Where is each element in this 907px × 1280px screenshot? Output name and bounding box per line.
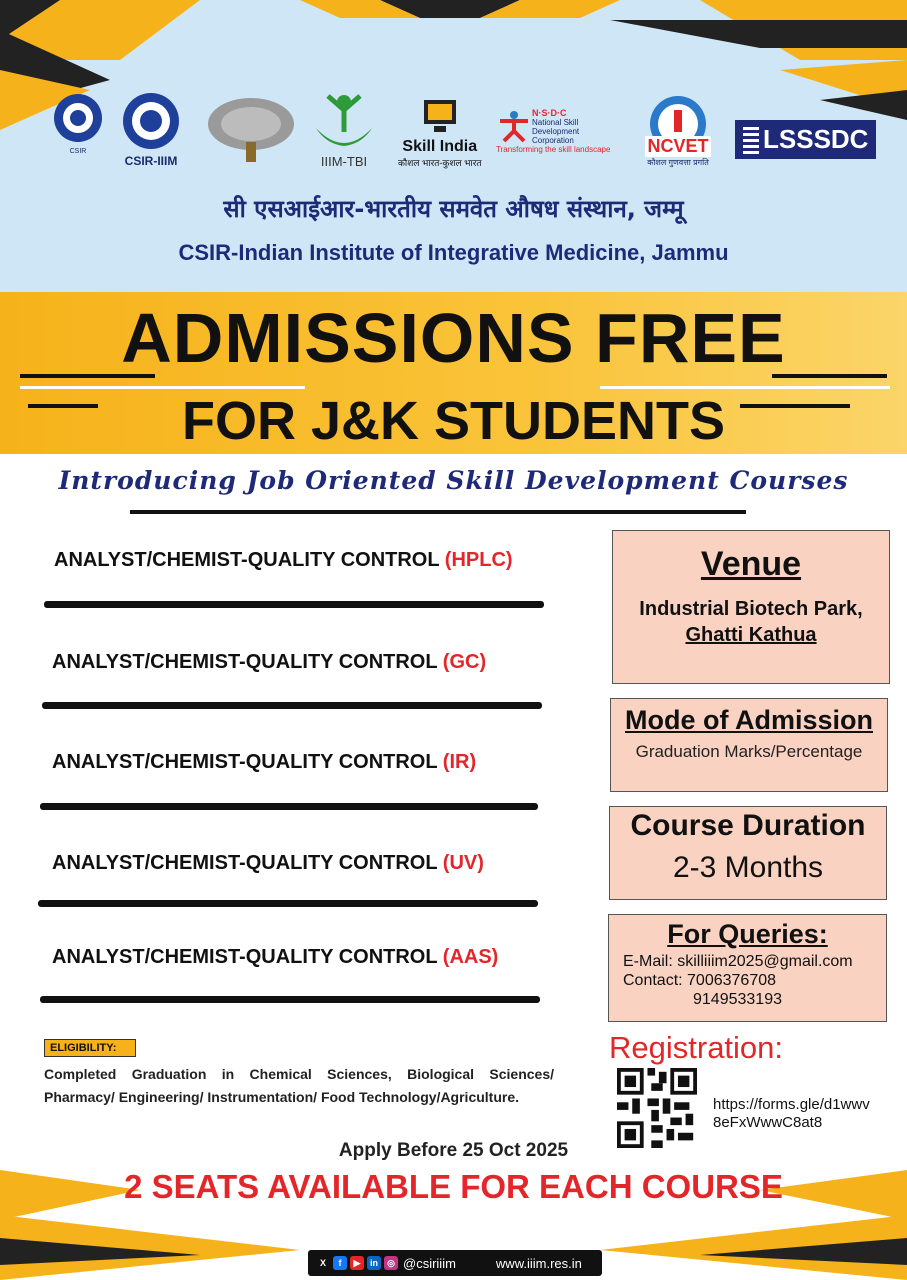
course-name: ANALYST/CHEMIST-QUALITY CONTROL bbox=[52, 946, 438, 968]
course-divider bbox=[40, 996, 540, 1003]
qr-code-icon[interactable] bbox=[617, 1068, 697, 1148]
csir-iiim-label: CSIR-IIIM bbox=[124, 154, 178, 168]
course-divider bbox=[40, 803, 538, 810]
venue-line-1: Industrial Biotech Park, bbox=[639, 598, 863, 620]
intro-underline bbox=[130, 510, 746, 514]
facebook-icon[interactable]: f bbox=[333, 1256, 347, 1270]
csir-logo bbox=[48, 90, 108, 155]
queries-title: For Queries: bbox=[667, 919, 828, 949]
eligibility-label: ELIGIBILITY: bbox=[44, 1039, 136, 1057]
ncvet-sub: कौशल गुणवत्ता प्रगति bbox=[647, 158, 709, 167]
mode-text: Graduation Marks/Percentage bbox=[635, 742, 863, 761]
queries-box bbox=[608, 914, 887, 1022]
queries-contact-2[interactable]: 9149533193 bbox=[693, 991, 782, 1008]
skill-india-logo bbox=[398, 96, 482, 169]
tree-icon bbox=[206, 94, 296, 166]
course-gc bbox=[52, 651, 486, 674]
nsdc-figure-icon bbox=[496, 109, 532, 143]
x-icon[interactable]: X bbox=[316, 1256, 330, 1270]
iiim-tbi-logo bbox=[308, 88, 380, 169]
csir-iiim-logo bbox=[118, 90, 184, 168]
mode-title: Mode of Admission bbox=[625, 705, 873, 735]
eligibility-text: Completed Graduation in Chemical Sciences, Biological Sciences/ Pharmacy/ Engineering/ Instrumentation/ Food Technology/Agriculture. bbox=[44, 1066, 554, 1105]
course-ir bbox=[52, 751, 476, 774]
apply-deadline: Apply Before 25 Oct 2025 bbox=[338, 1140, 569, 1161]
mode-box bbox=[610, 698, 888, 792]
nsdc-logo bbox=[496, 106, 610, 154]
csir-gear-icon bbox=[48, 90, 108, 148]
lsssdc-logo bbox=[735, 120, 876, 159]
registration-link[interactable] bbox=[713, 1096, 903, 1132]
iiim-tbi-label: IIIM-TBI bbox=[320, 154, 368, 169]
csir-iiim-gear-icon bbox=[118, 90, 184, 152]
course-divider bbox=[38, 900, 538, 907]
venue-title: Venue bbox=[700, 545, 802, 583]
csir-logo-text: CSIR bbox=[69, 148, 87, 155]
tbi-figure-icon bbox=[308, 88, 380, 152]
headline-whiteline-right bbox=[600, 386, 890, 389]
institute-name-english: CSIR-Indian Institute of Integrative Medicine, Jammu bbox=[178, 240, 729, 265]
queries-details bbox=[609, 952, 886, 1009]
headline-admissions-free: ADMISSIONS FREE bbox=[121, 299, 786, 377]
registration-link-line-1[interactable]: https://forms.gle/d1wwv bbox=[713, 1096, 870, 1113]
duration-box bbox=[609, 806, 887, 900]
social-handle[interactable]: @csiriiim bbox=[403, 1255, 456, 1271]
website-link[interactable]: www.iiim.res.in bbox=[495, 1255, 582, 1271]
footer-bar bbox=[308, 1250, 602, 1276]
linkedin-icon[interactable]: in bbox=[367, 1256, 381, 1270]
instagram-icon[interactable]: ◎ bbox=[384, 1256, 398, 1270]
course-divider bbox=[44, 601, 544, 608]
venue-box bbox=[612, 530, 890, 684]
queries-email[interactable]: E-Mail: skilliiim2025@gmail.com bbox=[623, 953, 853, 970]
nsdc-tagline: Transforming the skill landscape bbox=[496, 145, 611, 154]
youtube-icon[interactable]: ▶ bbox=[350, 1256, 364, 1270]
seats-available: 2 SEATS AVAILABLE FOR EACH COURSE bbox=[124, 1168, 783, 1205]
computer-icon bbox=[420, 96, 460, 136]
skill-india-label: Skill India bbox=[402, 138, 478, 155]
course-name: ANALYST/CHEMIST-QUALITY CONTROL bbox=[52, 651, 438, 673]
course-divider bbox=[42, 702, 542, 709]
nsdc-acronym: N·S·D·C bbox=[532, 108, 567, 118]
tree-logo bbox=[206, 94, 296, 166]
intro-heading: Introducing Job Oriented Skill Development Courses bbox=[58, 466, 849, 495]
headline-whiteline-left bbox=[20, 386, 305, 389]
venue-address bbox=[613, 596, 889, 648]
headline-jk-students: FOR J&K STUDENTS bbox=[181, 391, 726, 451]
venue-line-2: Ghatti Kathua bbox=[685, 624, 817, 646]
course-code: (AAS) bbox=[442, 946, 499, 968]
lsssdc-label: LSSSDC bbox=[763, 124, 869, 154]
course-code: (GC) bbox=[442, 651, 487, 673]
course-name: ANALYST/CHEMIST-QUALITY CONTROL bbox=[52, 852, 438, 874]
course-uv bbox=[52, 852, 484, 875]
course-code: (UV) bbox=[442, 852, 484, 874]
course-hplc bbox=[54, 549, 513, 572]
ncvet-label: NCVET bbox=[647, 136, 709, 156]
lsssdc-stripes-icon bbox=[743, 126, 759, 154]
course-aas bbox=[52, 946, 498, 969]
nsdc-fullname: National Skill Development Corporation bbox=[532, 118, 580, 145]
queries-contact[interactable]: Contact: 7006376708 bbox=[623, 972, 777, 989]
skill-india-sub: कौशल भारत-कुशल भारत bbox=[398, 158, 482, 168]
duration-title: Course Duration bbox=[630, 809, 866, 842]
course-code: (IR) bbox=[442, 751, 477, 773]
registration-link-line-2[interactable]: 8eFxWwwC8at8 bbox=[713, 1114, 823, 1131]
partner-logos bbox=[40, 88, 880, 183]
course-name: ANALYST/CHEMIST-QUALITY CONTROL bbox=[52, 751, 438, 773]
registration-title: Registration: bbox=[609, 1030, 784, 1065]
ncvet-logo bbox=[638, 92, 718, 168]
course-name: ANALYST/CHEMIST-QUALITY CONTROL bbox=[54, 549, 440, 571]
institute-name-hindi: सी एसआईआर-भारतीय समवेत औषध संस्थान, जम्मू bbox=[223, 195, 684, 223]
course-code: (HPLC) bbox=[444, 549, 513, 571]
duration-text: 2-3 Months bbox=[672, 851, 824, 884]
header-band bbox=[0, 0, 907, 292]
